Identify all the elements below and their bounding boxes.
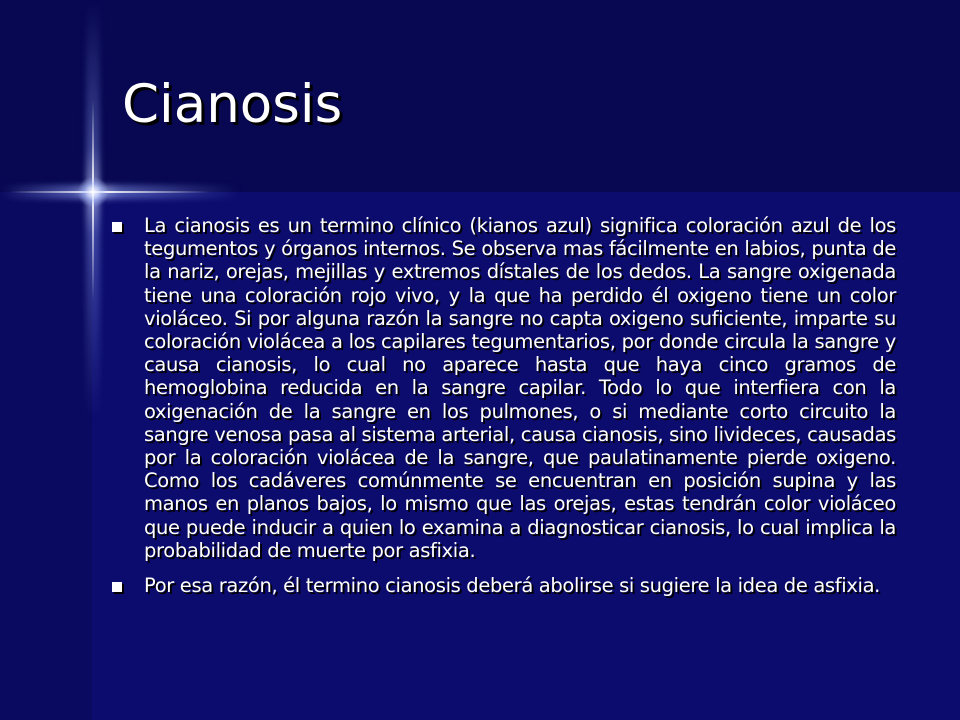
square-bullet-icon <box>112 582 122 592</box>
bullet-text: La cianosis es un termino clínico (kianos azul) significa coloración azul de los tegumentos y órganos internos. Se observa mas fácilmente en labios, punta de la nariz, orejas, mejillas y extremos dístales de los dedos. La sangre oxigenada tiene una coloración rojo vivo, y la que ha perdido él oxigeno tiene un color violáceo. Si por alguna razón la sangre no capta oxigeno suficiente, imparte su coloración violácea a los capilares tegumentarios, por donde circula la sangre y causa cianosis, lo cual no aparece hasta que haya cinco gramos de hemoglobina reducida en la sangre capilar. Todo lo que interfiera con la oxigenación de la sangre en los pulmones, o si mediante corto circuito la sangre venosa pasa al sistema arterial, causa cianosis, sino livideces, causadas por la coloración violácea de la sangre, que paulatinamente pierde oxigeno. Como los cadáveres comúnmente se encuentran en posición supina y las manos en planos bajos, lo mismo que las orejas, estas tendrán color violáceo que puede inducir a quien lo examina a diagnosticar cianosis, lo cual implica la probabilidad de muerte por asfixia. <box>144 214 896 562</box>
left-background-band <box>0 192 92 720</box>
slide-title: Cianosis <box>122 74 343 135</box>
light-flare-horizontal-line <box>10 191 210 193</box>
bullet-item <box>112 214 896 562</box>
light-flare-center <box>78 177 108 207</box>
bullet-list <box>112 214 896 609</box>
square-bullet-icon <box>112 222 122 232</box>
bullet-item <box>112 574 896 597</box>
bullet-text: Por esa razón, él termino cianosis deberá abolirse si sugiere la idea de asfixia. <box>144 574 881 598</box>
